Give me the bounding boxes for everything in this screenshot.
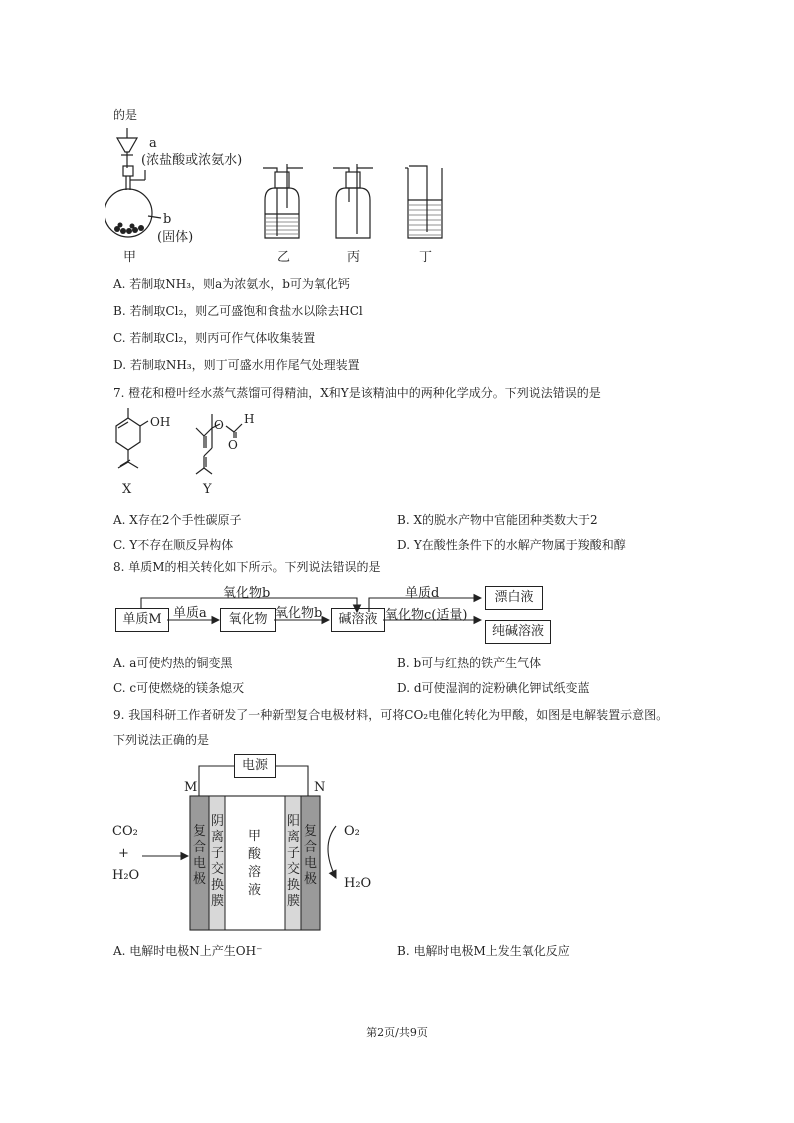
- q9-stem-line1: 9. 我国科研工作者研发了一种新型复合电极材料，可将CO₂电催化转化为甲酸，如图是电解装置示意图。: [113, 708, 669, 722]
- q8-stem: 8. 单质M的相关转化如下所示。下列说法错误的是: [113, 560, 381, 574]
- label-n: N: [314, 780, 326, 795]
- input-plus: +: [118, 846, 129, 861]
- label-bing: 丙: [347, 250, 361, 265]
- label-yi: 乙: [277, 250, 291, 265]
- box-alkali-solution: 碱溶液: [331, 608, 385, 632]
- apparatus-bing: [333, 164, 373, 238]
- box-bleach: 漂白液: [485, 586, 543, 610]
- q6-option-c: C. 若制取Cl₂，则丙可作气体收集装置: [113, 331, 316, 345]
- label-m: M: [184, 780, 198, 795]
- page-footer: 第2页/共9页: [366, 1026, 428, 1039]
- q8-option-c: C. c可使燃烧的镁条熄灭: [113, 681, 245, 695]
- box-oxide: 氧化物: [220, 608, 276, 632]
- q7-option-b: B. X的脱水产物中官能团种类数大于2: [397, 513, 598, 527]
- electrolysis-figure: [110, 752, 390, 934]
- flask-solid-balls: [114, 223, 144, 235]
- structure-x: [116, 408, 148, 468]
- y-o-label: O: [214, 418, 224, 432]
- output-o2: O₂: [344, 824, 360, 839]
- q8-option-b: B. b可与红热的铁产生气体: [397, 656, 542, 670]
- yi-liquid: [266, 218, 298, 234]
- q7-structures: [108, 408, 268, 500]
- left-electrode-label: 复合电极: [192, 824, 206, 887]
- apparatus-figure: [105, 128, 465, 268]
- q8-flow-diagram: [113, 580, 563, 646]
- label-b-note: (固体): [157, 230, 194, 245]
- q9-stem-line2: 下列说法正确的是: [113, 733, 210, 747]
- arrow-label-a: 单质a: [173, 606, 207, 621]
- arrow-label-b-top: 氧化物b: [223, 586, 271, 601]
- arrow-label-d: 单质d: [405, 586, 440, 601]
- input-h2o-right: H₂O: [344, 876, 372, 891]
- q7-stem: 7. 橙花和橙叶经水蒸气蒸馏可得精油，X和Y是该精油中的两种化学成分。下列说法错误的是: [113, 386, 601, 400]
- q7-option-d: D. Y在酸性条件下的水解产物属于羧酸和醇: [397, 538, 626, 552]
- apparatus-ding: [405, 166, 442, 238]
- input-co2: CO₂: [112, 824, 138, 839]
- q8-option-a: A. a可使灼热的铜变黑: [113, 656, 233, 670]
- box-soda-solution: 纯碱溶液: [485, 620, 551, 644]
- right-electrode-label: 复合电极: [303, 824, 317, 887]
- y-o2-label: O: [228, 438, 238, 452]
- q8-option-d: D. d可使湿润的淀粉碘化钾试纸变蓝: [397, 681, 590, 695]
- input-h2o: H₂O: [112, 868, 140, 883]
- middle-solution-label: 甲酸溶液: [247, 829, 261, 898]
- q9-option-a: A. 电解时电极N上产生OH⁻: [113, 944, 263, 958]
- box-element-m: 单质M: [115, 608, 169, 632]
- q6-option-a: A. 若制取NH₃，则a为浓氨水，b可为氧化钙: [113, 277, 350, 291]
- power-source: 电源: [234, 754, 276, 778]
- q6-option-d: D. 若制取NH₃，则丁可盛水用作尾气处理装置: [113, 358, 360, 372]
- right-membrane-label: 阳离子交换膜: [286, 814, 300, 909]
- arrow-label-c: 氧化物c(适量): [385, 608, 468, 623]
- q9-option-b: B. 电解时电极M上发生氧化反应: [397, 944, 570, 958]
- y-h-label: H: [244, 412, 255, 426]
- left-membrane-label: 阴离子交换膜: [210, 814, 224, 909]
- q7-option-a: A. X存在2个手性碳原子: [113, 513, 242, 527]
- apparatus-yi: [263, 164, 303, 238]
- x-oh-label: OH: [150, 415, 171, 429]
- q7-option-c: C. Y不存在顺反异构体: [113, 538, 234, 552]
- label-jia: 甲: [123, 250, 137, 265]
- label-y: Y: [203, 482, 212, 497]
- label-a-note: (浓盐酸或浓氨水): [141, 153, 243, 168]
- q6-option-b: B. 若制取Cl₂，则乙可盛饱和食盐水以除去HCl: [113, 304, 363, 318]
- question-tail-text: 的是: [113, 108, 138, 122]
- label-a: a: [149, 136, 157, 151]
- label-ding: 丁: [419, 250, 433, 265]
- arrow-label-b: 氧化物b: [275, 606, 323, 621]
- label-b: b: [163, 212, 172, 227]
- label-x: X: [122, 482, 132, 497]
- ding-liquid: [409, 205, 441, 235]
